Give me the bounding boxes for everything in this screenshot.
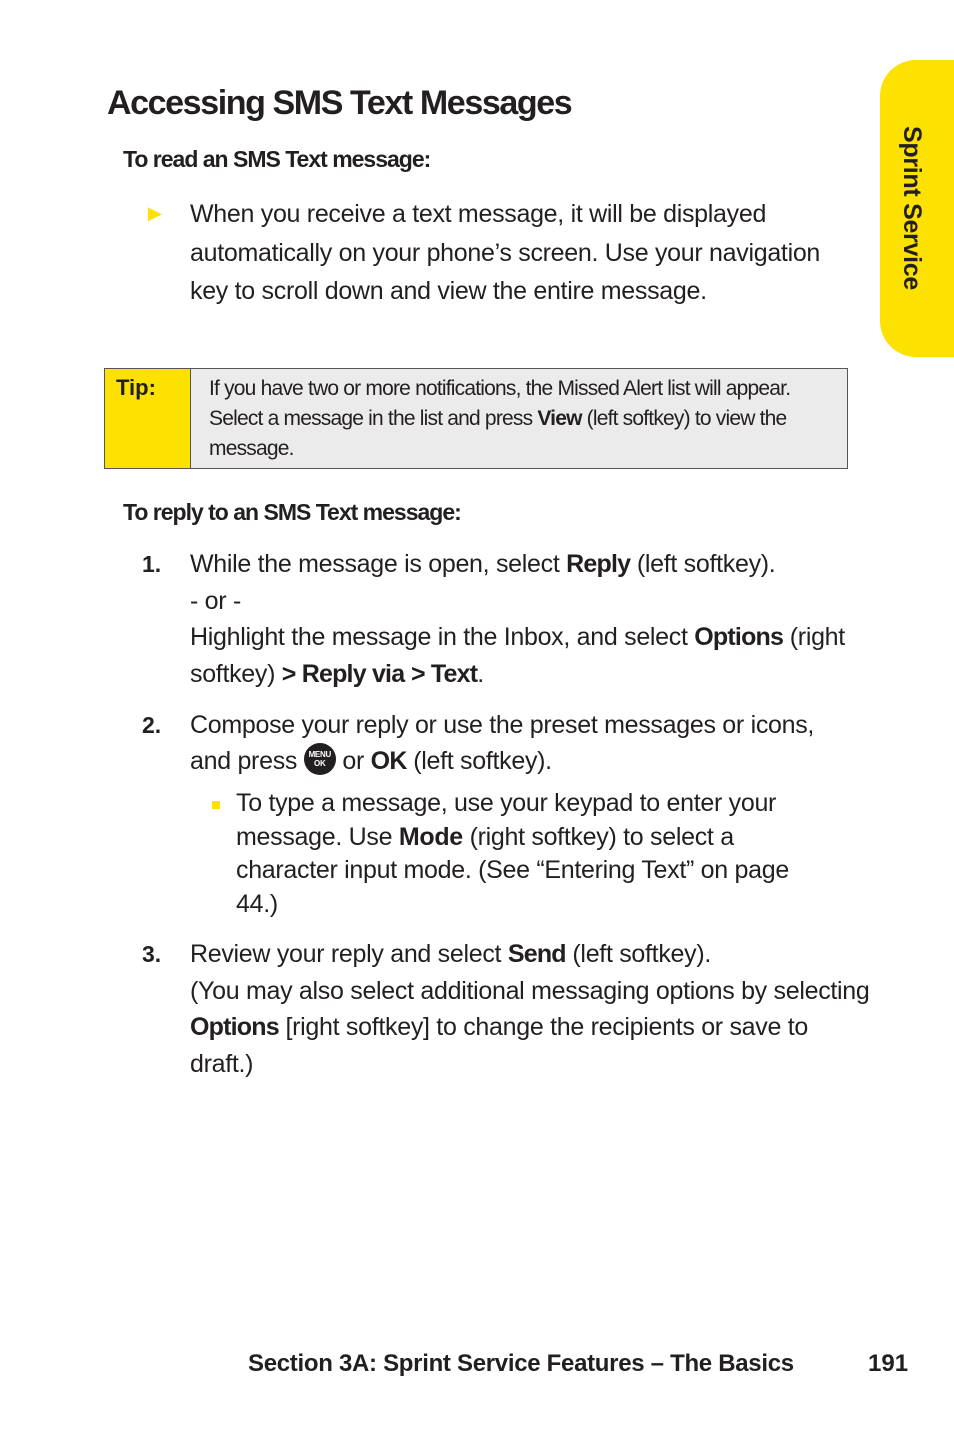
mode-key: Mode <box>398 822 463 851</box>
step-2: Compose your reply or use the preset messages or icons, and press MENU OK or OK (left softkey). <box>190 711 815 775</box>
options-key: Options <box>694 623 784 651</box>
read-heading: To read an SMS Text message: <box>123 146 431 172</box>
tip-text: If you have two or more notifications, the Missed Alert list will appear. Select a message in the list and press View (left softkey) to view the message. <box>209 377 791 460</box>
step-number: 3. <box>142 941 162 967</box>
or-separator: - or - <box>190 586 241 615</box>
step-1: While the message is open, select Reply (left softkey). - or - Highlight the message in the Inbox, and select Options (right softkey) > Reply via > Text. <box>190 546 870 692</box>
triangle-right-icon: ▶ <box>148 203 162 223</box>
step-number: 2. <box>142 712 162 738</box>
square-bullet-icon <box>212 801 220 809</box>
step-3: Review your reply and select Send (left softkey). (You may also select additional messaging options by selecting Options [right softkey] to change the recipients or save to draft.) <box>190 940 870 1078</box>
step-number: 1. <box>142 551 162 577</box>
reply-key: Reply <box>566 550 631 578</box>
tip-label-cell <box>105 369 191 468</box>
tip-box <box>104 368 848 469</box>
send-key: Send <box>507 940 566 968</box>
reply-heading: To reply to an SMS Text message: <box>123 499 461 525</box>
ok-key: OK <box>370 747 407 775</box>
page-title: Accessing SMS Text Messages <box>107 84 572 122</box>
menu-ok-key-icon: MENU OK <box>304 743 336 775</box>
page-number: 191 <box>868 1350 909 1377</box>
text-path: > Text <box>410 659 478 688</box>
read-instructions: When you receive a text message, it will be displayed automatically on your phone’s screen. Use your navigation key to scroll down and view the entire message. <box>190 200 821 305</box>
reply-via-path: > Reply via <box>281 659 405 688</box>
side-tab-label: Sprint Service <box>898 126 926 290</box>
tip-label: Tip: <box>116 375 156 400</box>
step-2-sub-bullet: To type a message, use your keypad to enter your message. Use Mode (right softkey) to select a character input mode. (See “Entering Text” on page 44.) <box>236 789 789 918</box>
footer-section-title: Section 3A: Sprint Service Features – The Basics <box>248 1350 794 1377</box>
view-key: View <box>537 407 582 430</box>
options-key: Options <box>190 1013 279 1041</box>
